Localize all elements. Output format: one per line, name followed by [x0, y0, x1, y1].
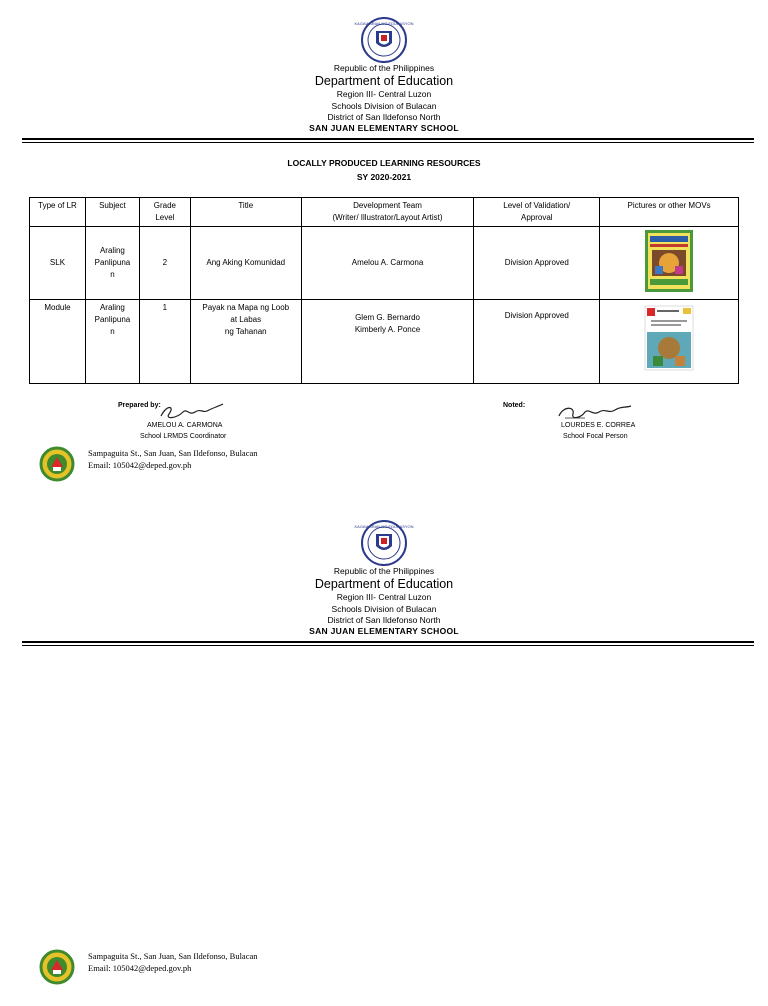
document-year: SY 2020-2021	[356, 172, 412, 182]
header-divider-thin	[22, 142, 754, 143]
footer-address: Sampaguita St., San Juan, San Ildefonso, Bulacan	[88, 951, 258, 961]
cell-grade: 2	[139, 227, 190, 300]
column-header-pictures: Pictures or other MOVs	[600, 198, 739, 227]
district-text: District of San Ildefonso North	[327, 112, 441, 122]
school-seal-icon	[40, 447, 74, 481]
cell-pictures	[600, 300, 739, 384]
prepared-signature-image	[157, 400, 227, 424]
cell-subject: Araling Panlipuna n	[85, 300, 139, 384]
noted-signature-image	[555, 402, 635, 424]
learning-resources-table	[29, 197, 739, 384]
cell-team: Amelou A. Carmona	[301, 227, 474, 300]
cell-team: Glem G. Bernardo Kimberly A. Ponce	[301, 300, 474, 384]
document-title: LOCALLY PRODUCED LEARNING RESOURCES	[287, 158, 481, 168]
page-footer	[40, 950, 440, 984]
svg-text:KAGAWARAN NG EDUKASYON: KAGAWARAN NG EDUKASYON	[354, 524, 414, 529]
noted-role: School Focal Person	[563, 433, 628, 440]
republic-text: Republic of the Philippines	[333, 63, 435, 73]
header-divider-thin	[22, 645, 754, 646]
cell-grade: 1	[139, 300, 190, 384]
table-header-row	[30, 198, 739, 227]
prepared-name: AMELOU A. CARMONA	[147, 422, 223, 429]
division-text: Schools Division of Bulacan	[331, 604, 437, 614]
region-text: Region III- Central Luzon	[336, 89, 432, 99]
cell-title: Ang Aking Komunidad	[190, 227, 301, 300]
column-header-subject: Subject	[85, 198, 139, 227]
page-1	[0, 0, 768, 500]
column-header-validation: Level of Validation/ Approval	[474, 198, 600, 227]
region-text: Region III- Central Luzon	[336, 592, 432, 602]
svg-text:KAGAWARAN NG EDUKASYON: KAGAWARAN NG EDUKASYON	[354, 21, 414, 26]
column-header-type: Type of LR	[30, 198, 86, 227]
footer-email: Email: 105042@deped.gov.ph	[88, 963, 192, 973]
footer-email: Email: 105042@deped.gov.ph	[88, 460, 192, 470]
column-header-title: Title	[190, 198, 301, 227]
department-title: Department of Education	[314, 74, 454, 88]
cell-pictures	[600, 227, 739, 300]
noted-name: LOURDES E. CORREA	[561, 422, 636, 429]
cell-type: Module	[30, 300, 86, 384]
cell-title: Payak na Mapa ng Loob at Labas ng Tahanan	[190, 300, 301, 384]
cell-type: SLK	[30, 227, 86, 300]
table-row	[30, 300, 739, 384]
page-footer	[40, 447, 440, 481]
school-name: SAN JUAN ELEMENTARY SCHOOL	[309, 123, 459, 133]
deped-seal-icon	[354, 17, 414, 63]
district-text: District of San Ildefonso North	[327, 615, 441, 625]
school-name: SAN JUAN ELEMENTARY SCHOOL	[309, 626, 459, 636]
cell-validation: Division Approved	[474, 227, 600, 300]
division-text: Schools Division of Bulacan	[331, 101, 437, 111]
school-seal-icon	[40, 950, 74, 984]
slk-cover-thumbnail	[645, 230, 693, 292]
page-2	[0, 502, 768, 1006]
footer-address: Sampaguita St., San Juan, San Ildefonso, Bulacan	[88, 448, 258, 458]
prepared-role: School LRMDS Coordinator	[140, 433, 227, 440]
cell-validation: Division Approved	[474, 300, 600, 384]
deped-seal-icon	[354, 520, 414, 566]
republic-text: Republic of the Philippines	[333, 566, 435, 576]
header-divider	[22, 641, 754, 643]
column-header-grade: Grade Level	[139, 198, 190, 227]
module-cover-thumbnail	[645, 306, 693, 370]
noted-label: Noted:	[503, 402, 526, 409]
column-header-team: Development Team (Writer/ Illustrator/Layout Artist)	[301, 198, 474, 227]
header-divider	[22, 138, 754, 140]
table-row	[30, 227, 739, 300]
cell-subject: Araling Panlipuna n	[85, 227, 139, 300]
department-title: Department of Education	[314, 577, 454, 591]
prepared-by-label: Prepared by:	[118, 402, 161, 409]
